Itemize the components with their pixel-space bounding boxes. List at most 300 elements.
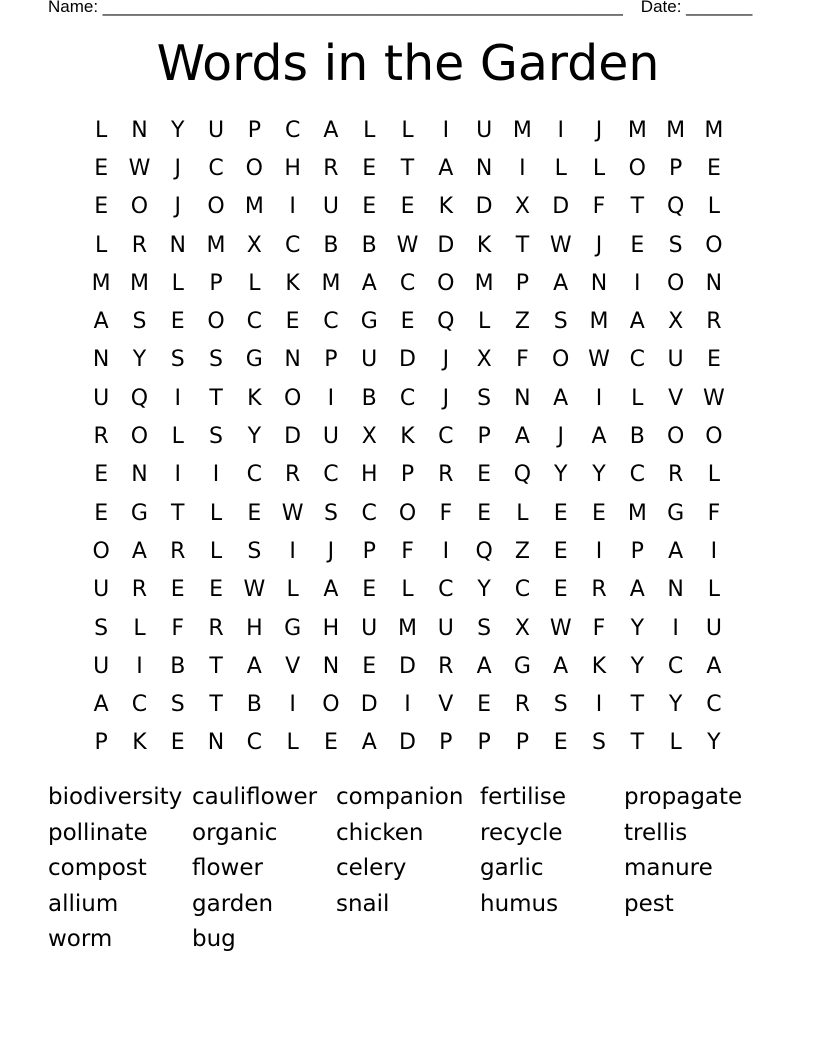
word-list-item: worm <box>48 926 113 953</box>
word-list-item: cauliflower <box>192 784 318 810</box>
word-list-item: biodiversity <box>48 784 183 810</box>
grid-cell: O <box>666 270 685 296</box>
name-field-label[interactable]: Name: _______________________________________________________ <box>48 0 623 16</box>
grid-cell: E <box>477 462 492 488</box>
grid-cell: S <box>477 615 492 641</box>
grid-cell: A <box>668 538 684 564</box>
grid-cell: S <box>553 692 568 718</box>
grid-cell: U <box>93 577 110 603</box>
grid-cell: S <box>132 309 147 335</box>
grid-cell: Q <box>475 538 493 564</box>
grid-cell: P <box>630 538 644 564</box>
grid-cell: S <box>94 615 109 641</box>
grid-cell: C <box>246 462 263 488</box>
grid-cell: E <box>247 500 262 526</box>
grid-cell: X <box>514 194 530 220</box>
grid-cell: A <box>476 653 492 679</box>
grid-cell: L <box>286 730 299 756</box>
grid-cell: G <box>130 500 148 526</box>
grid-cell: R <box>131 577 148 603</box>
grid-cell: E <box>706 155 721 181</box>
grid-cell: L <box>707 462 721 488</box>
grid-cell: Y <box>553 462 568 488</box>
grid-cell: A <box>246 653 262 679</box>
grid-cell: W <box>549 232 572 258</box>
grid-cell: Y <box>630 653 645 679</box>
grid-cell: A <box>629 577 645 603</box>
grid-cell: O <box>130 194 149 220</box>
grid-cell: Q <box>666 194 685 220</box>
grid-cell: P <box>324 347 338 373</box>
grid-cell: C <box>284 232 301 258</box>
grid-cell: I <box>595 538 603 564</box>
grid-cell: I <box>442 538 450 564</box>
grid-cell: N <box>590 270 608 296</box>
grid-cell: O <box>322 692 340 718</box>
word-list-item: humus <box>480 890 559 917</box>
word-list-item: allium <box>48 890 119 917</box>
grid-cell: O <box>398 500 417 526</box>
grid-cell: R <box>706 309 722 335</box>
grid-cell: E <box>477 500 492 526</box>
grid-cell: M <box>398 615 418 641</box>
grid-cell: F <box>516 347 529 373</box>
grid-cell: R <box>438 653 454 679</box>
grid-cell: E <box>553 500 568 526</box>
grid-cell: O <box>437 270 455 296</box>
grid-cell: R <box>667 462 684 488</box>
grid-cell: K <box>132 730 147 756</box>
grid-cell: N <box>92 347 110 373</box>
grid-cell: W <box>549 615 572 641</box>
grid-cell: J <box>442 385 450 411</box>
grid-cell: A <box>93 309 109 335</box>
grid-cell: A <box>553 385 569 411</box>
grid-cell: D <box>437 232 455 258</box>
grid-cell: J <box>595 232 603 258</box>
grid-cell: P <box>94 730 108 756</box>
grid-cell: T <box>515 232 530 258</box>
grid-cell: F <box>707 500 721 526</box>
grid-cell: D <box>399 653 416 679</box>
grid-cell: E <box>209 577 223 603</box>
grid-cell: W <box>281 500 304 526</box>
grid-cell: U <box>476 117 493 143</box>
grid-cell: V <box>285 653 301 679</box>
grid-cell: P <box>439 730 453 756</box>
grid-cell: D <box>552 194 570 220</box>
grid-cell: U <box>322 194 339 220</box>
grid-cell: X <box>361 424 377 450</box>
grid-cell: P <box>477 730 491 756</box>
grid-cell: I <box>404 692 411 718</box>
grid-cell: E <box>630 232 645 258</box>
grid-cell: A <box>514 424 530 450</box>
grid-cell: Y <box>707 730 721 756</box>
grid-cell: K <box>285 270 300 296</box>
grid-cell: O <box>283 385 302 411</box>
grid-cell: A <box>323 577 339 603</box>
word-list-item: compost <box>48 855 147 882</box>
grid-cell: L <box>209 500 223 526</box>
grid-cell: A <box>131 538 147 564</box>
grid-cell: D <box>399 347 416 373</box>
grid-cell: M <box>206 232 226 258</box>
grid-cell: E <box>553 538 568 564</box>
grid-cell: T <box>400 155 415 181</box>
word-list-item: garlic <box>480 855 544 882</box>
word-list <box>48 780 768 958</box>
grid-cell: M <box>627 500 647 526</box>
grid-cell: S <box>170 347 185 373</box>
word-list-item: organic <box>192 819 278 846</box>
grid-cell: E <box>592 500 606 526</box>
grid-cell: H <box>360 462 378 488</box>
word-list-item: trellis <box>624 819 688 846</box>
word-list-item: pest <box>624 890 674 917</box>
date-field-label[interactable]: Date: _______ <box>640 0 753 16</box>
grid-cell: F <box>592 194 606 220</box>
grid-cell: T <box>209 653 223 679</box>
grid-cell: I <box>212 462 220 488</box>
grid-cell: U <box>361 615 378 641</box>
grid-cell: R <box>284 462 301 488</box>
grid-cell: I <box>289 692 296 718</box>
grid-cell: E <box>362 155 377 181</box>
grid-cell: U <box>437 615 454 641</box>
grid-cell: R <box>323 155 339 181</box>
grid-cell: B <box>361 385 377 411</box>
grid-cell: L <box>171 424 184 450</box>
grid-cell: I <box>710 538 718 564</box>
word-list-item: recycle <box>480 819 563 846</box>
grid-cell: T <box>630 730 645 756</box>
grid-cell: A <box>706 653 722 679</box>
grid-cell: I <box>672 615 679 641</box>
grid-cell: B <box>323 232 339 258</box>
grid-cell: M <box>589 309 609 335</box>
grid-cell: C <box>438 577 454 603</box>
word-list-item: chicken <box>336 819 424 846</box>
grid-cell: M <box>244 194 264 220</box>
grid-cell: K <box>591 653 607 679</box>
grid-cell: L <box>592 155 606 181</box>
grid-cell: F <box>171 615 185 641</box>
grid-cell: I <box>174 462 181 488</box>
grid-cell: O <box>130 424 149 450</box>
grid-cell: S <box>247 538 262 564</box>
grid-cell: E <box>94 462 109 488</box>
grid-cell: L <box>171 270 184 296</box>
word-list-item: celery <box>336 855 407 882</box>
grid-cell: O <box>705 424 723 450</box>
grid-cell: Y <box>171 117 185 143</box>
grid-cell: Q <box>513 462 532 488</box>
grid-cell: E <box>170 309 185 335</box>
grid-cell: G <box>284 615 302 641</box>
grid-cell: L <box>248 270 261 296</box>
grid-cell: Y <box>668 692 683 718</box>
grid-cell: L <box>669 730 682 756</box>
grid-cell: U <box>361 347 378 373</box>
grid-cell: V <box>438 692 454 718</box>
grid-cell: P <box>515 270 530 296</box>
grid-cell: C <box>131 692 148 718</box>
grid-cell: N <box>169 232 186 258</box>
grid-cell: L <box>631 385 644 411</box>
grid-cell: E <box>94 500 109 526</box>
grid-cell: C <box>399 270 416 296</box>
grid-cell: F <box>401 538 414 564</box>
grid-cell: C <box>246 309 263 335</box>
grid-cell: I <box>557 117 564 143</box>
grid-cell: S <box>477 385 492 411</box>
grid-cell: S <box>209 424 224 450</box>
grid-cell: S <box>323 500 338 526</box>
grid-cell: Q <box>130 385 149 411</box>
grid-cell: W <box>588 347 610 373</box>
grid-cell: Y <box>132 347 147 373</box>
grid-cell: T <box>630 194 645 220</box>
grid-cell: B <box>629 424 645 450</box>
grid-cell: L <box>209 538 223 564</box>
grid-cell: C <box>514 577 531 603</box>
grid-cell: S <box>553 309 568 335</box>
grid-cell: N <box>131 117 148 143</box>
grid-cell: C <box>629 347 645 373</box>
grid-cell: C <box>361 500 377 526</box>
grid-cell: P <box>247 117 261 143</box>
grid-cell: K <box>438 194 454 220</box>
grid-cell: H <box>322 615 340 641</box>
letter-grid <box>82 111 733 762</box>
grid-cell: F <box>592 615 606 641</box>
grid-cell: J <box>557 424 564 450</box>
grid-cell: P <box>400 462 415 488</box>
grid-cell: M <box>704 117 724 143</box>
grid-cell: J <box>174 194 181 220</box>
grid-cell: E <box>553 730 568 756</box>
grid-cell: N <box>284 347 301 373</box>
grid-cell: E <box>362 194 377 220</box>
word-list-item: garden <box>192 890 274 917</box>
grid-cell: S <box>592 730 606 756</box>
grid-cell: T <box>209 385 223 411</box>
grid-cell: N <box>131 462 148 488</box>
grid-cell: A <box>361 730 377 756</box>
grid-cell: I <box>595 692 603 718</box>
grid-cell: R <box>170 538 186 564</box>
grid-cell: U <box>93 653 110 679</box>
grid-cell: C <box>323 309 339 335</box>
grid-cell: E <box>323 730 338 756</box>
grid-cell: B <box>246 692 262 718</box>
grid-cell: X <box>668 309 684 335</box>
grid-cell: I <box>595 385 603 411</box>
grid-cell: X <box>476 347 492 373</box>
grid-cell: N <box>207 730 225 756</box>
grid-cell: E <box>285 309 300 335</box>
grid-cell: I <box>327 385 335 411</box>
grid-cell: C <box>246 730 263 756</box>
grid-cell: A <box>93 692 109 718</box>
grid-cell: S <box>209 347 224 373</box>
grid-cell: R <box>514 692 531 718</box>
grid-cell: F <box>439 500 453 526</box>
grid-cell: I <box>442 117 450 143</box>
grid-cell: L <box>707 194 721 220</box>
grid-cell: C <box>323 462 339 488</box>
grid-cell: P <box>477 424 491 450</box>
grid-cell: N <box>705 270 723 296</box>
grid-cell: J <box>595 117 603 143</box>
grid-cell: P <box>209 270 223 296</box>
grid-cell: Y <box>247 424 262 450</box>
grid-cell: E <box>362 653 377 679</box>
grid-cell: C <box>667 653 684 679</box>
grid-cell: O <box>552 347 570 373</box>
grid-cell: A <box>361 270 377 296</box>
grid-cell: U <box>667 347 684 373</box>
grid-cell: W <box>703 385 725 411</box>
grid-cell: I <box>136 653 143 679</box>
grid-cell: N <box>475 155 493 181</box>
grid-cell: I <box>289 194 296 220</box>
word-list-item: propagate <box>624 784 743 810</box>
grid-cell: C <box>438 424 454 450</box>
grid-cell: C <box>629 462 645 488</box>
grid-cell: U <box>93 385 110 411</box>
grid-cell: O <box>628 155 646 181</box>
grid-cell: R <box>591 577 607 603</box>
grid-cell: J <box>327 538 335 564</box>
grid-cell: O <box>666 424 685 450</box>
grid-cell: R <box>438 462 454 488</box>
grid-cell: T <box>171 500 185 526</box>
grid-cell: C <box>706 692 722 718</box>
grid-cell: D <box>284 424 302 450</box>
grid-cell: V <box>668 385 684 411</box>
grid-cell: K <box>400 424 415 450</box>
grid-cell: D <box>360 692 378 718</box>
header <box>48 0 752 17</box>
grid-cell: L <box>707 577 721 603</box>
word-list-item: manure <box>624 855 713 882</box>
grid-cell: E <box>400 194 415 220</box>
grid-cell: L <box>401 577 414 603</box>
grid-cell: E <box>170 730 185 756</box>
grid-cell: R <box>208 615 224 641</box>
grid-cell: L <box>554 155 567 181</box>
grid-cell: Q <box>437 309 455 335</box>
word-list-item: snail <box>336 890 390 917</box>
grid-cell: X <box>514 615 530 641</box>
grid-cell: T <box>630 692 645 718</box>
grid-cell: C <box>399 385 416 411</box>
grid-cell: E <box>553 577 568 603</box>
grid-cell: U <box>207 117 225 143</box>
grid-cell: G <box>360 309 378 335</box>
grid-cell: U <box>705 615 722 641</box>
grid-cell: L <box>401 117 414 143</box>
grid-cell: D <box>475 194 493 220</box>
grid-cell: Z <box>514 538 530 564</box>
grid-cell: A <box>438 155 454 181</box>
grid-cell: O <box>207 194 225 220</box>
grid-cell: L <box>133 615 146 641</box>
grid-cell: J <box>442 347 450 373</box>
grid-cell: A <box>553 270 569 296</box>
grid-cell: G <box>245 347 263 373</box>
grid-cell: C <box>284 117 301 143</box>
grid-cell: I <box>174 385 181 411</box>
grid-cell: C <box>208 155 224 181</box>
grid-cell: B <box>361 232 377 258</box>
grid-cell: M <box>129 270 149 296</box>
grid-cell: L <box>95 232 108 258</box>
grid-cell: E <box>170 577 185 603</box>
grid-cell: E <box>400 309 415 335</box>
grid-cell: E <box>94 194 109 220</box>
word-list-item: companion <box>336 784 464 810</box>
grid-cell: J <box>174 155 181 181</box>
grid-cell: S <box>668 232 683 258</box>
grid-cell: E <box>477 692 492 718</box>
grid-cell: Y <box>592 462 606 488</box>
grid-cell: P <box>515 730 530 756</box>
grid-cell: N <box>322 653 340 679</box>
grid-cell: Y <box>630 615 645 641</box>
grid-cell: K <box>247 385 262 411</box>
page-title: Words in the Garden <box>156 35 660 92</box>
grid-cell: A <box>629 309 645 335</box>
grid-cell: I <box>289 538 296 564</box>
grid-cell: O <box>207 309 225 335</box>
grid-cell: Y <box>477 577 491 603</box>
grid-cell: P <box>668 155 683 181</box>
grid-cell: A <box>591 424 607 450</box>
grid-cell: W <box>396 232 419 258</box>
grid-cell: L <box>286 577 299 603</box>
grid-cell: D <box>399 730 416 756</box>
grid-cell: H <box>284 155 301 181</box>
grid-cell: N <box>514 385 531 411</box>
grid-cell: W <box>128 155 151 181</box>
grid-cell: N <box>667 577 684 603</box>
grid-cell: L <box>477 309 491 335</box>
grid-cell: I <box>634 270 641 296</box>
grid-cell: A <box>323 117 339 143</box>
grid-cell: A <box>553 653 569 679</box>
grid-cell: L <box>363 117 376 143</box>
word-list-item: pollinate <box>48 819 148 846</box>
grid-cell: X <box>246 232 262 258</box>
grid-cell: H <box>246 615 263 641</box>
grid-cell: K <box>476 232 492 258</box>
word-list-item: flower <box>192 855 263 882</box>
grid-cell: M <box>627 117 647 143</box>
grid-cell: E <box>362 577 377 603</box>
grid-cell: S <box>170 692 185 718</box>
grid-cell: O <box>92 538 110 564</box>
grid-cell: R <box>93 424 109 450</box>
grid-cell: Z <box>514 309 530 335</box>
grid-cell: L <box>516 500 529 526</box>
grid-cell: O <box>705 232 723 258</box>
grid-cell: E <box>706 347 721 373</box>
grid-cell: I <box>519 155 526 181</box>
word-list-item: fertilise <box>480 784 567 810</box>
